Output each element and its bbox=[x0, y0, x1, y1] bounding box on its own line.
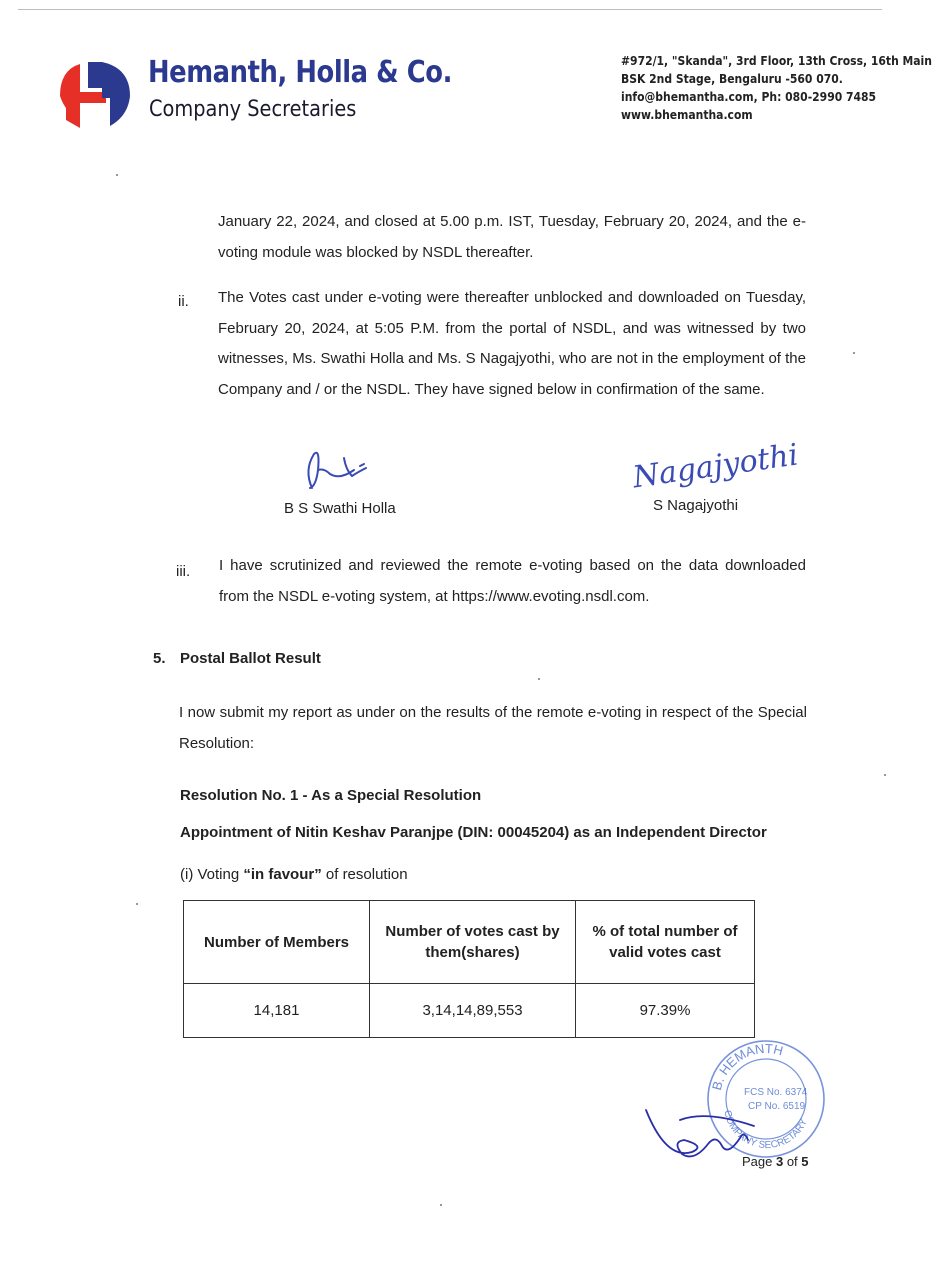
contact-line: info@bhemantha.com, Ph: 080-2990 7485 bbox=[621, 90, 877, 104]
vote-table bbox=[183, 900, 755, 1038]
cell-percent: 97.39% bbox=[576, 984, 755, 1038]
swathi-signature-icon bbox=[300, 440, 380, 496]
item-iii-paragraph: I have scrutinized and reviewed the remote e-voting based on the data downloaded from the NSDL e-voting system, at https://www.evoting.nsdl.com. bbox=[219, 557, 806, 605]
page-number bbox=[742, 1154, 809, 1169]
voting-caption bbox=[180, 866, 408, 883]
resolution-subject: Appointment of Nitin Keshav Paranjpe (DIN: 00045204) as an Independent Director bbox=[180, 824, 767, 841]
voting-caption-suffix: of resolution bbox=[321, 866, 408, 883]
address-line-1: #972/1, "Skanda", 3rd Floor, 13th Cross, 16th Main bbox=[621, 54, 932, 68]
header-number-of-members: Number of Members bbox=[184, 901, 370, 984]
witness-2-name: S Nagajyothi bbox=[653, 497, 739, 514]
firm-subtitle: Company Secretaries bbox=[149, 97, 357, 122]
scan-speck bbox=[116, 174, 118, 176]
firm-address-block bbox=[621, 52, 932, 124]
resolution-title: Resolution No. 1 - As a Special Resolution bbox=[180, 787, 482, 804]
scan-speck bbox=[853, 352, 855, 354]
section-5-intro: I now submit my report as under on the results of the remote e-voting in respect of the Special Resolution: bbox=[179, 704, 807, 752]
stamp-bottom-text: COMPANY SECRETARY bbox=[721, 1109, 810, 1152]
continuation-paragraph: January 22, 2024, and closed at 5.00 p.m. IST, Tuesday, February 20, 2024, and the e-voting module was blocked by NSDL thereafter. bbox=[218, 213, 806, 261]
scan-speck bbox=[884, 774, 886, 776]
nagajyothi-signature bbox=[628, 433, 801, 497]
item-ii-marker: ii. bbox=[178, 293, 189, 310]
item-ii-paragraph: The Votes cast under e-voting were thereafter unblocked and downloaded on Tuesday, February 20, 2024, at 5:05 P.M. from the portal of NSDL, and was witnessed by two witnesses, Ms. Swathi Holla and Ms. S Nagajyothi, who are not in the employment of the Company and / or the NSDL. They have signed below in confirmation of the same. bbox=[218, 289, 806, 398]
item-iii-marker: iii. bbox=[176, 563, 191, 580]
page-current: 3 bbox=[775, 1154, 784, 1169]
svg-text:B. HEMANTH bbox=[709, 1041, 785, 1092]
website: www.bhemantha.com bbox=[621, 108, 753, 122]
top-rule bbox=[18, 9, 882, 10]
cell-votes: 3,14,14,89,553 bbox=[370, 984, 576, 1038]
scan-speck bbox=[440, 1204, 442, 1206]
page-mid: of bbox=[783, 1154, 802, 1169]
header-percent-valid: % of total number of valid votes cast bbox=[576, 901, 755, 984]
header-votes-cast: Number of votes cast by them(shares) bbox=[370, 901, 576, 984]
address-line-2: BSK 2nd Stage, Bengaluru -560 070. bbox=[621, 72, 843, 86]
page-total: 5 bbox=[801, 1154, 809, 1169]
firm-name: Hemanth, Holla & Co. bbox=[148, 55, 452, 90]
section-5-number: 5. bbox=[153, 650, 166, 667]
witness-1-name: B S Swathi Holla bbox=[284, 500, 396, 517]
voting-caption-prefix: (i) Voting bbox=[180, 866, 244, 883]
nagajyothi-signature-text: Nagajyothi bbox=[630, 437, 801, 496]
scan-speck bbox=[136, 903, 138, 905]
stamp-top-text: B. HEMANTH bbox=[708, 1040, 785, 1092]
stamp-line-2: CP No. 6519 bbox=[748, 1101, 806, 1112]
cell-members: 14,181 bbox=[184, 984, 370, 1038]
stamp-line-1: FCS No. 6374 bbox=[744, 1087, 808, 1098]
vote-table-header-row bbox=[184, 901, 755, 984]
page-prefix: Page bbox=[742, 1154, 776, 1169]
voting-caption-bold: “in favour” bbox=[243, 866, 322, 883]
scan-speck bbox=[538, 678, 540, 680]
firm-logo-icon bbox=[58, 58, 132, 132]
section-5-title: Postal Ballot Result bbox=[180, 650, 321, 667]
table-row bbox=[184, 984, 755, 1038]
